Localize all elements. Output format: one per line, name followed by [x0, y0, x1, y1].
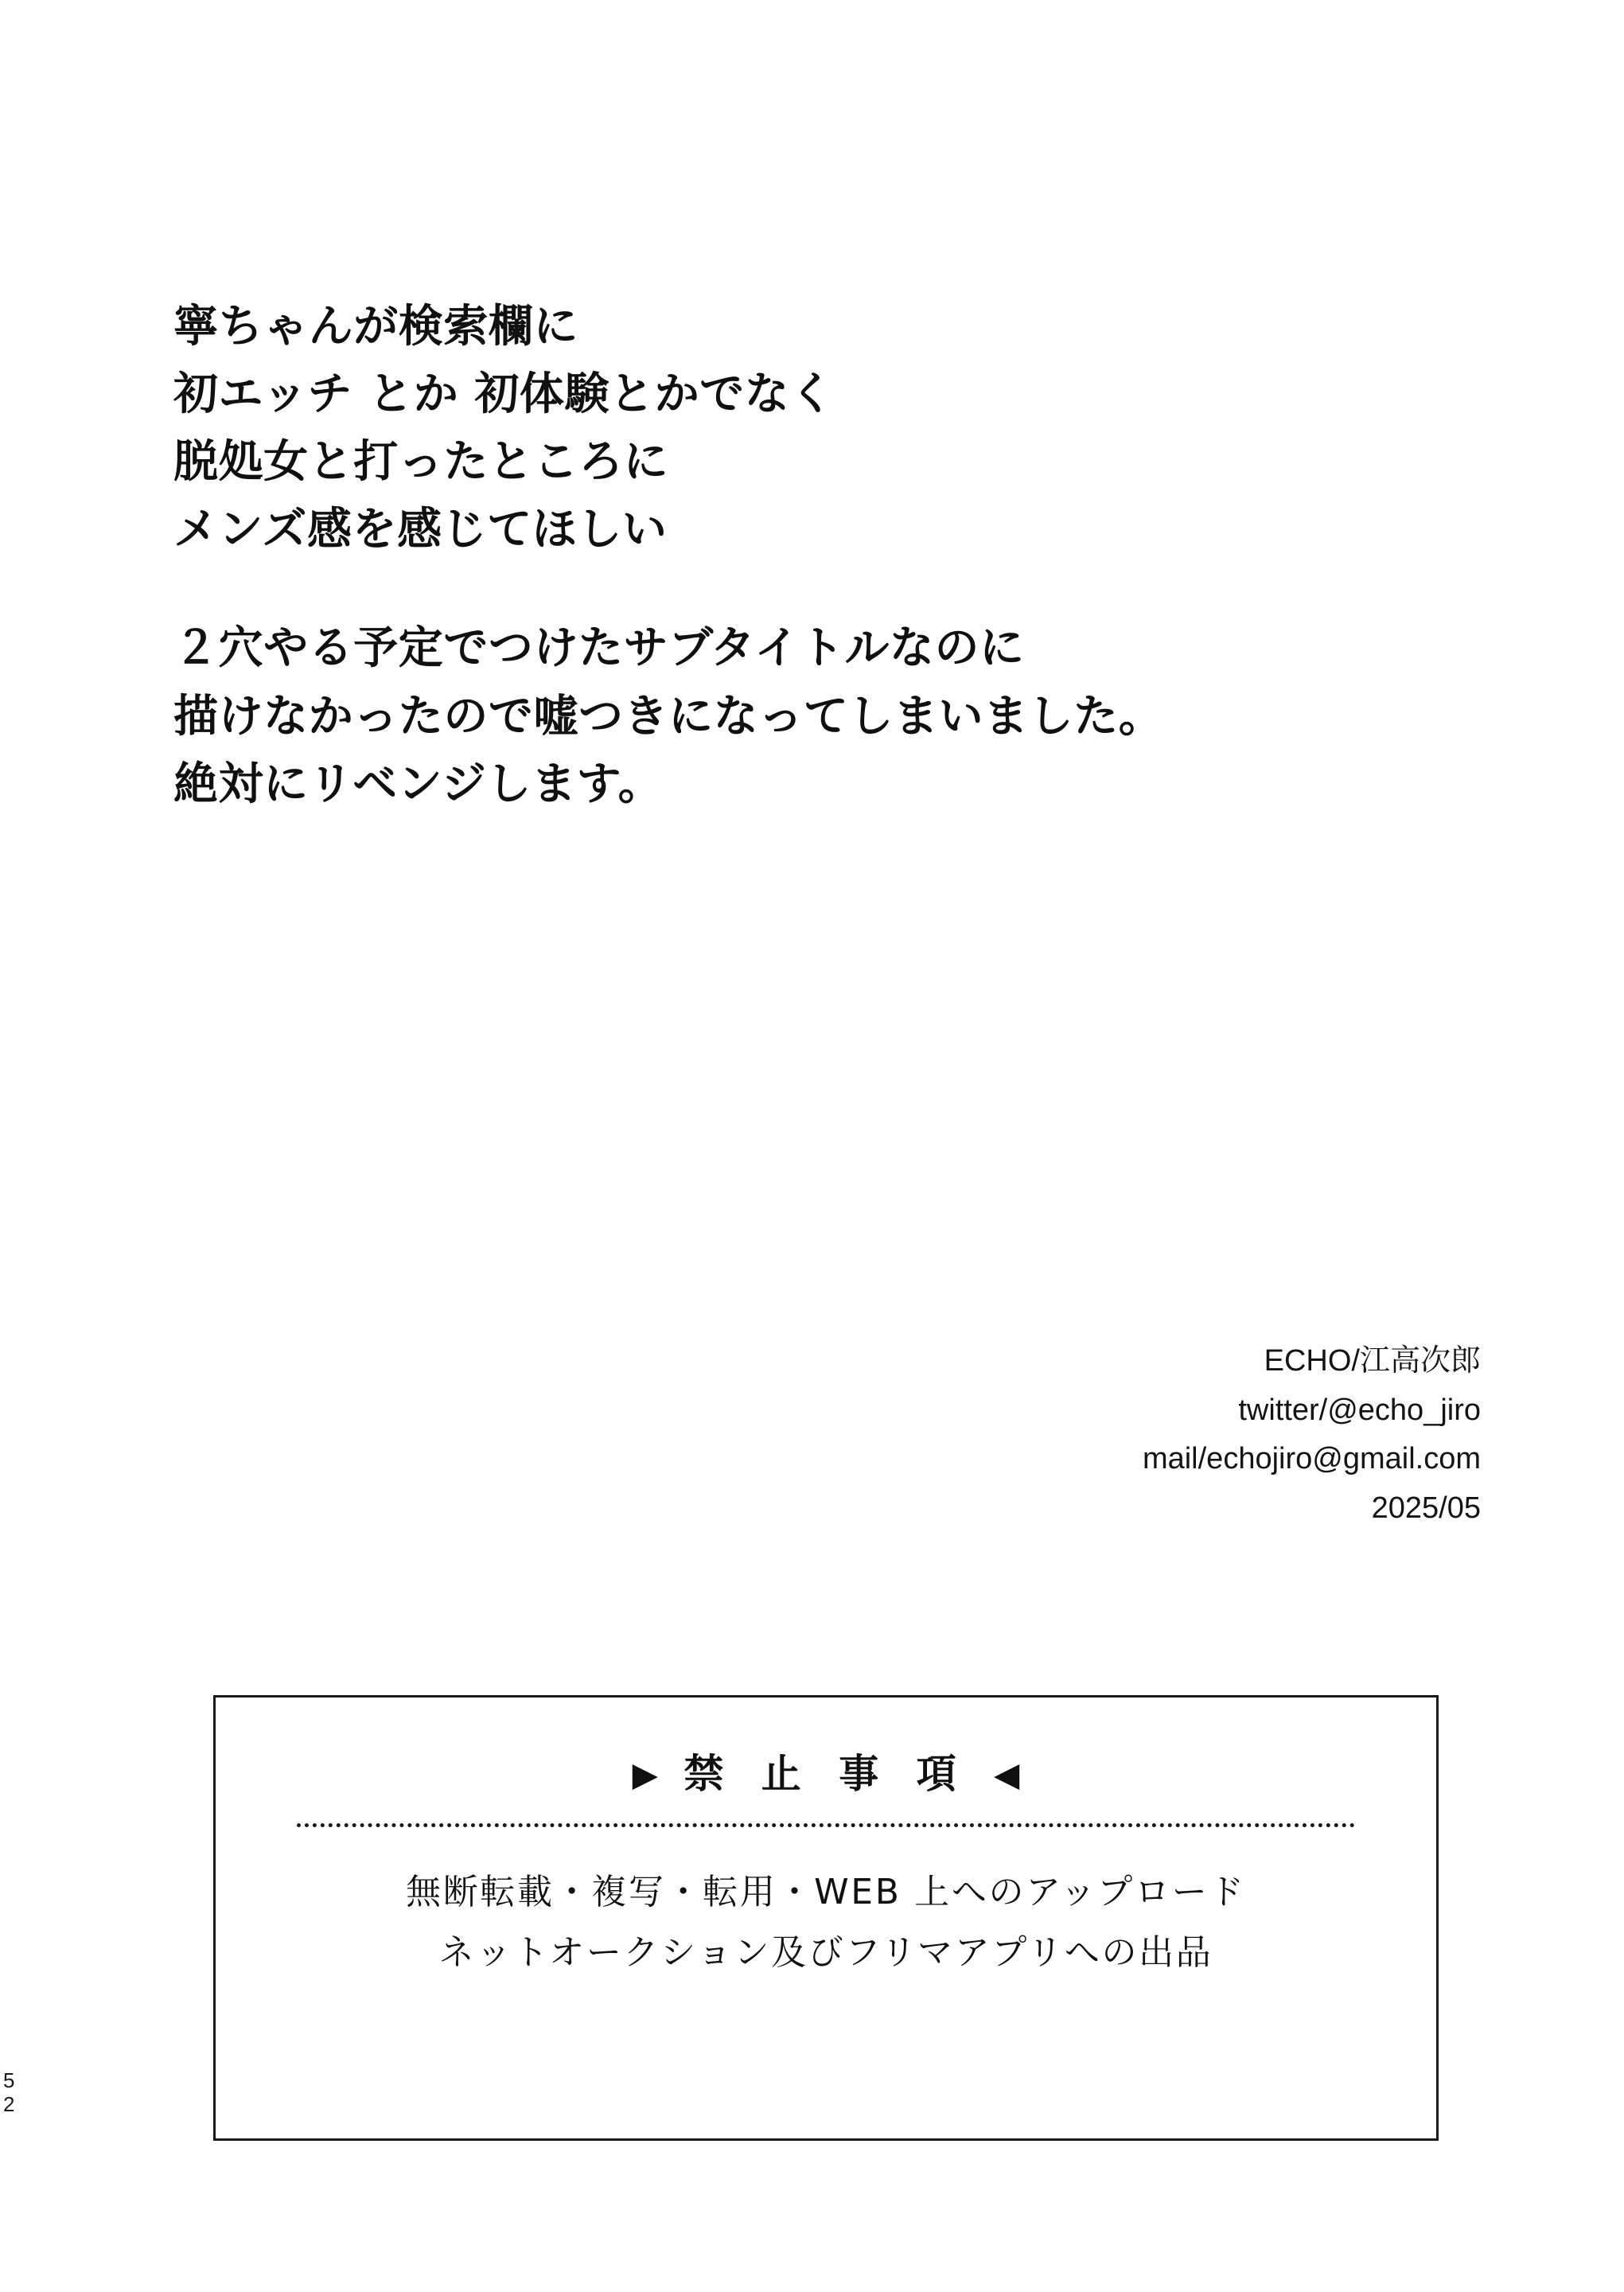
- credit-date: 2025/05: [1371, 1491, 1481, 1525]
- page-number: [3, 2069, 22, 2117]
- paragraph-gap: [173, 563, 1415, 614]
- prohibition-notice-title: [216, 1742, 1436, 1799]
- prohibition-notice-box: [213, 1695, 1439, 2141]
- page-number-digit-2: 2: [3, 2091, 15, 2116]
- credit-mail: mail/echojiro@gmail.com: [1142, 1442, 1481, 1476]
- prohibition-notice-lines: [216, 1862, 1436, 1982]
- afterword-line-7: 絶対にリベンジします。: [173, 758, 664, 810]
- right-triangle-icon: ◀: [994, 1755, 1020, 1794]
- afterword-line-4: メンズ感を感じてほしい: [173, 504, 668, 556]
- afterword-line-1: 寧ちゃんが検索欄に: [173, 301, 579, 353]
- prohibition-notice-title-text: 禁 止 事 項: [683, 1751, 968, 1797]
- page-number-digit-1: 5: [3, 2068, 15, 2092]
- dotted-divider: [297, 1823, 1355, 1827]
- left-triangle-icon: ▶: [632, 1755, 658, 1794]
- prohibition-line-2: ネットオークション及びフリマアプリへの出品: [438, 1931, 1213, 1973]
- afterword-line-6: 描けなかったので嘘つきになってしまいました。: [173, 690, 1164, 743]
- afterword-line-3: 脱処女と打ったところに: [173, 436, 669, 489]
- afterword-line-5: ２穴やる予定でつけたサブタイトルなのに: [173, 622, 1025, 675]
- afterword-text: [173, 293, 1415, 818]
- prohibition-line-1: 無断転載・複写・転用・WEB 上へのアップロード: [406, 1872, 1246, 1912]
- credit-twitter: twitter/@echo_jiro: [1238, 1393, 1481, 1427]
- credit-circle-name: ECHO/江高次郎: [1264, 1344, 1481, 1378]
- afterword-line-2: 初エッチ とか 初体験とかでなく: [173, 368, 835, 421]
- credits-block: [1143, 1337, 1481, 1533]
